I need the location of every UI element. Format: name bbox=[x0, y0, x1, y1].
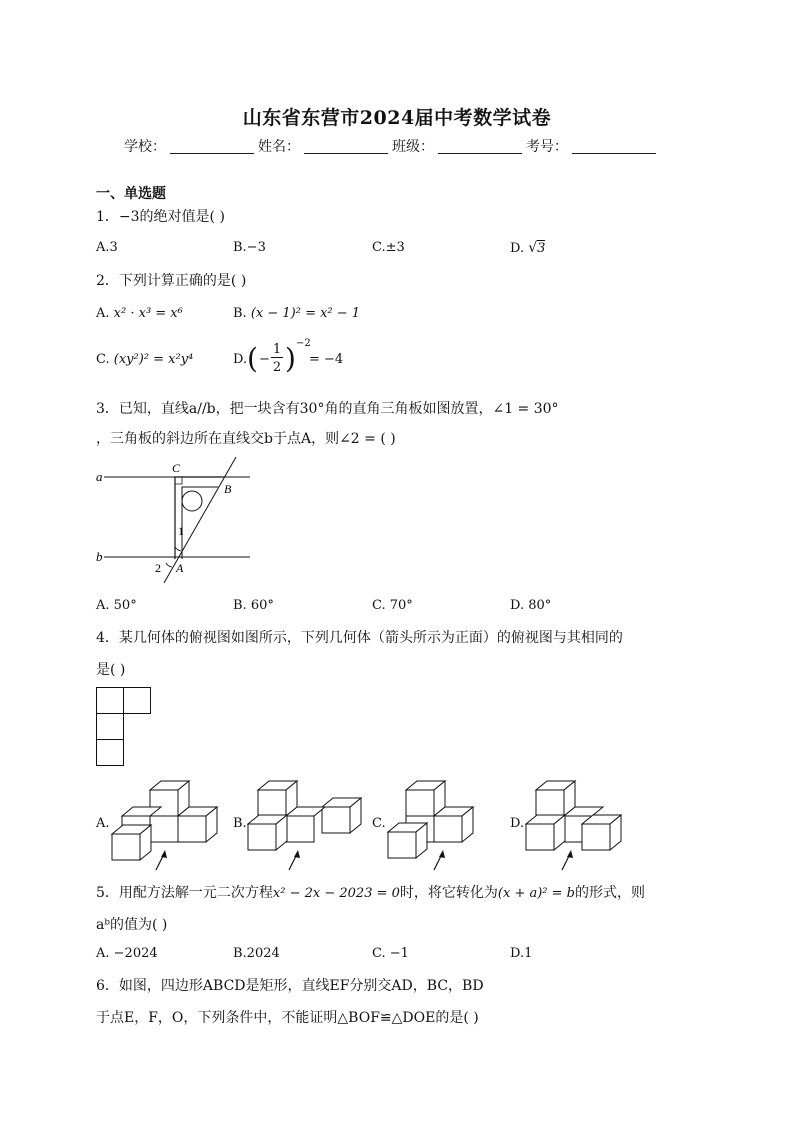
q2-frac-num: 1 bbox=[272, 342, 282, 357]
cube bbox=[406, 781, 445, 816]
q1-option-b: B.−3 bbox=[233, 240, 266, 255]
q1-stem: 1．−3的绝对值是( ) bbox=[96, 209, 225, 225]
sqrt-icon: √ bbox=[528, 240, 538, 256]
cube bbox=[322, 798, 361, 833]
class-label: 班级： bbox=[392, 139, 434, 155]
cube bbox=[526, 815, 565, 850]
q4-option-b: B. bbox=[233, 816, 247, 831]
class-blank[interactable] bbox=[438, 139, 522, 154]
cube bbox=[112, 825, 151, 860]
q3-option-d: D. 80° bbox=[510, 598, 552, 613]
q1-option-a: A.3 bbox=[96, 240, 118, 255]
q5-form: (x + a)² = b bbox=[497, 886, 575, 901]
q1-radicand: 3 bbox=[537, 241, 546, 256]
q3-option-b: B. 60° bbox=[233, 598, 274, 613]
label-c: C bbox=[172, 461, 181, 475]
q5-option-a: A. −2024 bbox=[96, 946, 158, 961]
triangle-hole bbox=[182, 491, 202, 511]
name-label: 姓名： bbox=[258, 139, 300, 155]
right-paren-icon: ) bbox=[285, 342, 296, 375]
q2-option-c bbox=[96, 352, 193, 367]
q5-stem-pre: 5．用配方法解一元二次方程 bbox=[96, 885, 273, 901]
q1-option-d-label: D. bbox=[510, 241, 525, 256]
q5-stem-post: 的形式，则 bbox=[574, 885, 645, 901]
q2-option-c-label: C. bbox=[96, 352, 110, 367]
arrow-icon bbox=[434, 850, 445, 870]
q4-option-b-figure bbox=[246, 778, 361, 873]
q2-option-b-label: B. bbox=[233, 306, 247, 321]
q2-option-d-rhs: = −4 bbox=[309, 352, 344, 367]
label-b-point: B bbox=[224, 482, 232, 496]
q5-stem-mid: 时，将它转化为 bbox=[399, 885, 498, 901]
q3-stem-line2: ，三角板的斜边所在直线交b于点A，则∠2 = ( ) bbox=[96, 431, 396, 447]
right-angle-mark bbox=[175, 477, 182, 484]
school-label: 学校： bbox=[124, 139, 166, 155]
q6-stem-line1: 6．如图，四边形ABCD是矩形，直线EF分别交AD，BC，BD bbox=[96, 978, 484, 994]
top-view-cell bbox=[97, 740, 124, 766]
q2-option-c-expr: (xy²)² = x²y⁴ bbox=[113, 352, 194, 367]
q3-figure bbox=[92, 455, 262, 585]
q5-equation: x² − 2x − 2023 = 0 bbox=[272, 886, 400, 901]
top-view-cell bbox=[124, 688, 151, 714]
label-a-point: A bbox=[176, 561, 184, 575]
left-paren-icon: ( bbox=[247, 342, 258, 375]
q2-frac-den: 2 bbox=[272, 360, 282, 375]
cube bbox=[286, 807, 325, 842]
section-title: 一、单选题 bbox=[96, 186, 166, 202]
top-view-cell bbox=[97, 688, 124, 714]
q4-option-d: D. bbox=[510, 816, 525, 831]
top-view-cell bbox=[97, 714, 124, 740]
angle1-arc bbox=[175, 547, 181, 551]
q3-option-c: C. 70° bbox=[372, 598, 413, 613]
q2-option-a bbox=[96, 306, 183, 321]
q2-option-a-label: A. bbox=[96, 306, 110, 321]
q6-stem-line2: 于点E，F，O，下列条件中，不能证明△BOF≌△DOE的是( ) bbox=[96, 1010, 479, 1026]
q2-option-d-label: D. bbox=[233, 352, 248, 367]
label-angle2: 2 bbox=[155, 561, 161, 575]
cube bbox=[248, 815, 287, 850]
cube bbox=[178, 807, 217, 842]
cube bbox=[582, 815, 621, 850]
label-angle1: 1 bbox=[178, 524, 184, 538]
cube bbox=[536, 781, 575, 816]
q5-option-d: D.1 bbox=[510, 946, 533, 961]
cube bbox=[150, 816, 178, 842]
q2-option-b bbox=[233, 306, 360, 321]
cube bbox=[434, 807, 473, 842]
q5-option-b: B.2024 bbox=[233, 946, 280, 961]
q4-option-c-figure bbox=[386, 778, 476, 873]
q3-option-a: A. 50° bbox=[96, 598, 137, 613]
q4-stem-line2: 是( ) bbox=[96, 662, 126, 678]
q2-stem: 2．下列计算正确的是( ) bbox=[96, 273, 247, 289]
school-blank[interactable] bbox=[170, 139, 254, 154]
arrow-icon bbox=[289, 850, 300, 870]
angle2-arc bbox=[166, 563, 172, 567]
name-blank[interactable] bbox=[304, 139, 388, 154]
minus-sign: − bbox=[259, 352, 270, 367]
arrow-icon bbox=[156, 850, 167, 870]
q2-option-a-expr: x² · x³ = x⁶ bbox=[113, 306, 183, 321]
q2-option-b-expr: (x − 1)² = x² − 1 bbox=[250, 306, 361, 321]
q4-option-c: C. bbox=[372, 816, 386, 831]
exam-title: 山东省东营市2024届中考数学试卷 bbox=[242, 107, 552, 129]
q1-option-c: C.±3 bbox=[372, 240, 405, 255]
q3-stem-line1: 3．已知，直线a//b，把一块含有30°角的直角三角板如图放置，∠1 = 30° bbox=[96, 401, 559, 417]
number-label: 考号： bbox=[526, 139, 568, 155]
q2-option-d-exponent: −2 bbox=[296, 338, 311, 349]
q4-top-view bbox=[96, 687, 156, 771]
cube bbox=[258, 781, 297, 816]
q4-option-a: A. bbox=[96, 816, 110, 831]
label-a: a bbox=[96, 469, 103, 484]
q4-option-a-figure bbox=[110, 778, 220, 873]
cube bbox=[388, 823, 427, 858]
student-info-line bbox=[124, 136, 660, 156]
q4-option-d-figure bbox=[524, 778, 624, 873]
q4-stem-line1: 4．某几何体的俯视图如图所示，下列几何体（箭头所示为正面）的俯视图与其相同的 bbox=[96, 630, 623, 646]
q5-stem-line2: aᵇ的值为( ) bbox=[96, 917, 168, 933]
number-blank[interactable] bbox=[572, 139, 656, 154]
arrow-icon bbox=[562, 850, 573, 870]
q1-option-d bbox=[510, 240, 545, 256]
q5-stem-line1 bbox=[96, 882, 645, 902]
q5-option-c: C. −1 bbox=[372, 946, 409, 961]
label-b: b bbox=[96, 549, 103, 564]
